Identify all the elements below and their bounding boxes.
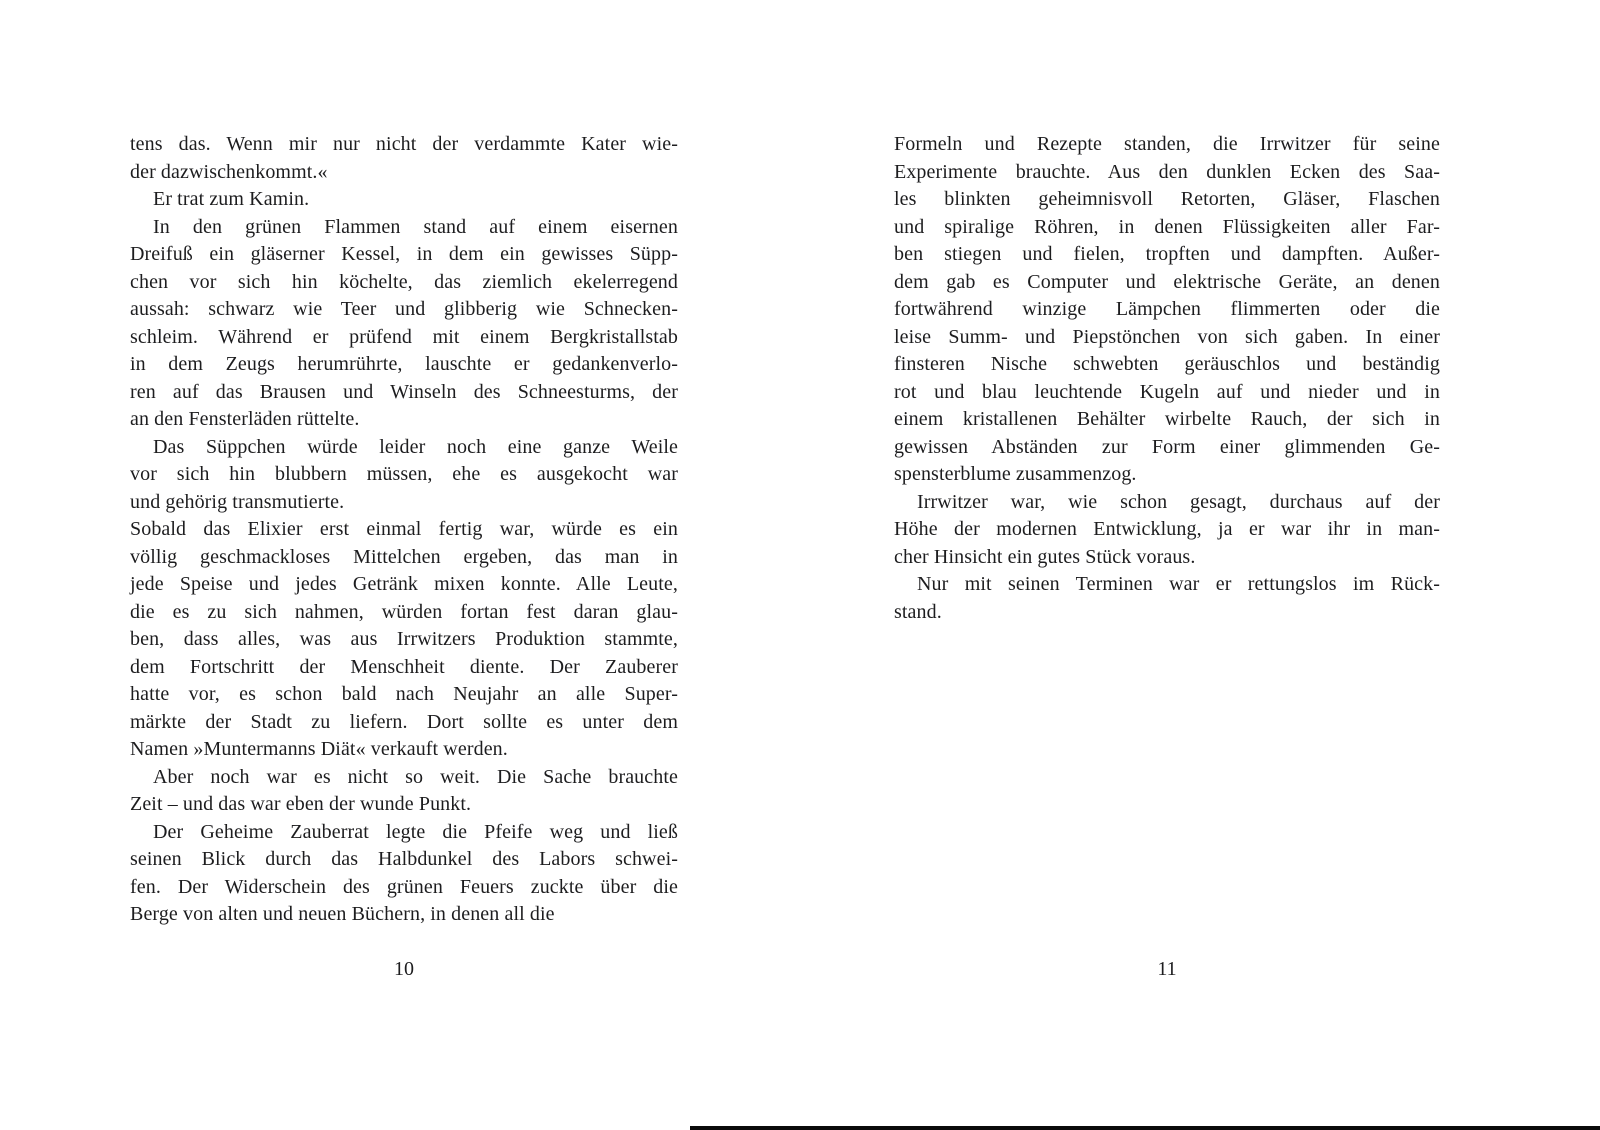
text-line: Er trat zum Kamin. xyxy=(153,188,310,210)
text-line: der dazwischenkommt.« xyxy=(130,160,328,183)
text-line: ben stiegen und fielen, tropften und dampften. Außer- xyxy=(894,243,1440,265)
paragraph xyxy=(130,214,678,434)
text-line: Der Geheime Zauberrat legte die Pfeife weg und ließ xyxy=(153,820,678,843)
text-line: les blinkten geheimnisvoll Retorten, Gläser, Flaschen xyxy=(894,188,1440,210)
text-line: Namen »Muntermanns Diät« verkauft werden. xyxy=(130,738,508,760)
paragraph xyxy=(894,489,1440,572)
text-line: Formeln und Rezepte standen, die Irrwitzer für seine xyxy=(894,133,1440,155)
text-line: fortwährend winzige Lämpchen flimmerten oder die xyxy=(894,298,1440,320)
text-line: hatte vor, es schon bald nach Neujahr an alle Super- xyxy=(130,683,678,705)
text-line: Das Süppchen würde leider noch eine ganze Weile xyxy=(153,435,678,458)
text-line: Experimente brauchte. Aus den dunklen Ecken des Saa- xyxy=(894,160,1440,183)
text-line: rot und blau leuchtende Kugeln auf und nieder und in xyxy=(894,380,1440,403)
text-line: Höhe der modernen Entwicklung, ja er war ihr in man- xyxy=(894,518,1440,540)
right-page-text xyxy=(894,131,1440,626)
text-line: Aber noch war es nicht so weit. Die Sache brauchte xyxy=(153,765,678,788)
paragraph xyxy=(130,516,678,764)
left-page-text xyxy=(130,131,678,929)
text-line: dem gab es Computer und elektrische Geräte, an denen xyxy=(894,270,1440,293)
text-line: und gehörig transmutierte. xyxy=(130,490,345,513)
left-page xyxy=(130,131,678,1031)
right-page xyxy=(894,131,1440,1031)
paragraph xyxy=(130,764,678,819)
paragraph xyxy=(894,571,1440,626)
paragraph xyxy=(130,186,678,214)
text-line: die es zu sich nahmen, würden fortan fest daran glau- xyxy=(130,600,678,623)
text-line: Dreifuß ein gläserner Kessel, in dem ein gewisses Süpp- xyxy=(130,243,678,265)
text-line: fen. Der Widerschein des grünen Feuers zuckte über die xyxy=(130,875,678,898)
text-line: stand. xyxy=(894,600,942,623)
paragraph xyxy=(130,131,678,186)
text-line: schleim. Während er prüfend mit einem Bergkristallstab xyxy=(130,325,678,348)
text-line: In den grünen Flammen stand auf einem eisernen xyxy=(153,215,678,238)
text-line: finsteren Nische schwebten geräuschlos und beständig xyxy=(894,353,1440,375)
text-line: spensterblume zusammenzog. xyxy=(894,463,1137,485)
text-line: und spiralige Röhren, in denen Flüssigkeiten aller Far- xyxy=(894,215,1440,238)
text-line: einem kristallenen Behälter wirbelte Rauch, der sich in xyxy=(894,408,1440,430)
text-line: Zeit – und das war eben der wunde Punkt. xyxy=(130,793,472,815)
text-line: vor sich hin blubbern müssen, ehe es ausgekocht war xyxy=(130,463,678,485)
text-line: chen vor sich hin köchelte, das ziemlich ekelerregend xyxy=(130,270,678,293)
left-page-number: 10 xyxy=(394,958,414,980)
text-line: märkte der Stadt zu liefern. Dort sollte es unter dem xyxy=(130,710,678,733)
text-line: Irrwitzer war, wie schon gesagt, durchaus auf der xyxy=(917,490,1440,513)
scan-edge-artifact xyxy=(690,1126,1600,1130)
text-line: Sobald das Elixier erst einmal fertig war, würde es ein xyxy=(130,518,678,540)
text-line: gewissen Abständen zur Form einer glimmenden Ge- xyxy=(894,435,1440,458)
text-line: Nur mit seinen Terminen war er rettungslos im Rück- xyxy=(917,573,1440,595)
paragraph xyxy=(130,434,678,517)
text-line: ren auf das Brausen und Winseln des Schneesturms, der xyxy=(130,380,678,403)
paragraph xyxy=(130,819,678,929)
right-page-number: 11 xyxy=(1157,958,1177,980)
text-line: seinen Blick durch das Halbdunkel des Labors schwei- xyxy=(130,848,678,870)
text-line: cher Hinsicht ein gutes Stück voraus. xyxy=(894,545,1196,568)
text-line: an den Fensterläden rüttelte. xyxy=(130,408,360,430)
text-line: aussah: schwarz wie Teer und glibberig wie Schnecken- xyxy=(130,298,678,320)
text-line: völlig geschmackloses Mittelchen ergeben, das man in xyxy=(130,545,678,568)
text-line: tens das. Wenn mir nur nicht der verdammte Kater wie- xyxy=(130,133,678,155)
text-line: Berge von alten und neuen Büchern, in denen all die xyxy=(130,903,555,925)
text-line: ben, dass alles, was aus Irrwitzers Produktion stammte, xyxy=(130,628,678,650)
text-line: in dem Zeugs herumrührte, lauschte er gedankenverlo- xyxy=(130,353,678,375)
text-line: jede Speise und jedes Getränk mixen konnte. Alle Leute, xyxy=(130,573,678,595)
text-line: leise Summ- und Piepstönchen von sich gaben. In einer xyxy=(894,325,1440,348)
text-line: dem Fortschritt der Menschheit diente. Der Zauberer xyxy=(130,655,678,678)
paragraph xyxy=(894,131,1440,489)
